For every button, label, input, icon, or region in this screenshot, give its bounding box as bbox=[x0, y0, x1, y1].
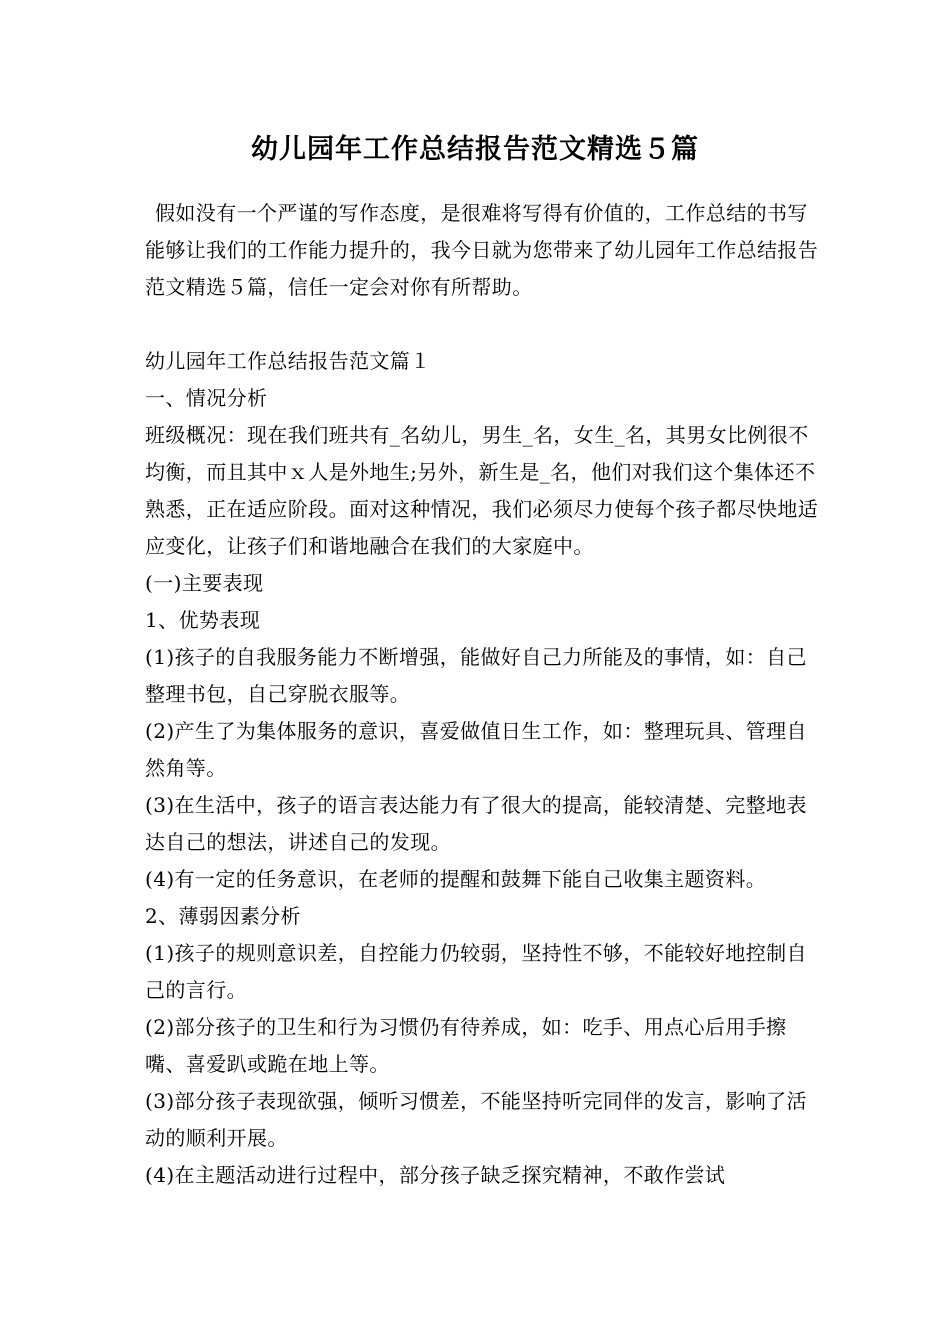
weakness-item-2: (2)部分孩子的卫生和行为习惯仍有待养成，如：吃手、用点心后用手擦嘴、喜爱趴或跪在地上等。 bbox=[145, 1015, 787, 1076]
document-title: 幼儿园年工作总结报告范文精选５篇 bbox=[251, 134, 699, 165]
class-overview-paragraph: 班级概况：现在我们班共有_名幼儿，男生_名，女生_名，其男女比例很不均衡，而且其中ｘ人是外地生;另外，新生是_名，他们对我们这个集体还不熟悉，正在适应阶段。面对这种情况，我们必须尽力使每个孩子都尽快地适应变化，让孩子们和谐地融合在我们的大家庭中。 bbox=[145, 423, 819, 558]
paragraph-gap bbox=[145, 306, 820, 343]
heading-strengths: 1、优势表现 bbox=[145, 608, 261, 632]
weakness-item-4: (4)在主题活动进行过程中，部分孩子缺乏探究精神，不敢作尝试 bbox=[145, 1163, 726, 1187]
strength-item-2: (2)产生了为集体服务的意识，喜爱做值日生工作，如：整理玩具、管理自然角等。 bbox=[145, 719, 807, 780]
weakness-item-1: (1)孩子的规则意识差，自控能力仍较弱，坚持性不够，不能较好地控制自己的言行。 bbox=[145, 941, 807, 1002]
weakness-item-3: (3)部分孩子表现欲强，倾听习惯差，不能坚持听完同伴的发言，影响了活动的顺利开展。 bbox=[145, 1089, 807, 1150]
section-title: 幼儿园年工作总结报告范文篇１ bbox=[145, 349, 431, 373]
document-body bbox=[145, 195, 820, 1194]
strength-item-3: (3)在生活中，孩子的语言表达能力有了很大的提高，能较清楚、完整地表达自己的想法，讲述自己的发现。 bbox=[145, 793, 807, 854]
heading-situation-analysis: 一、情况分析 bbox=[145, 386, 268, 410]
sub-heading-main-performance: (一)主要表现 bbox=[145, 571, 264, 595]
strength-item-1: (1)孩子的自我服务能力不断增强，能做好自己力所能及的事情，如：自己整理书包，自己穿脱衣服等。 bbox=[145, 645, 807, 706]
heading-weaknesses: 2、薄弱因素分析 bbox=[145, 904, 301, 928]
strength-item-4: (4)有一定的任务意识，在老师的提醒和鼓舞下能自己收集主题资料。 bbox=[145, 867, 767, 891]
intro-paragraph: 假如没有一个严谨的写作态度，是很难将写得有价值的，工作总结的书写能够让我们的工作能力提升的，我今日就为您带来了幼儿园年工作总结报告范文精选５篇，信任一定会对你有所帮助。 bbox=[145, 201, 819, 299]
